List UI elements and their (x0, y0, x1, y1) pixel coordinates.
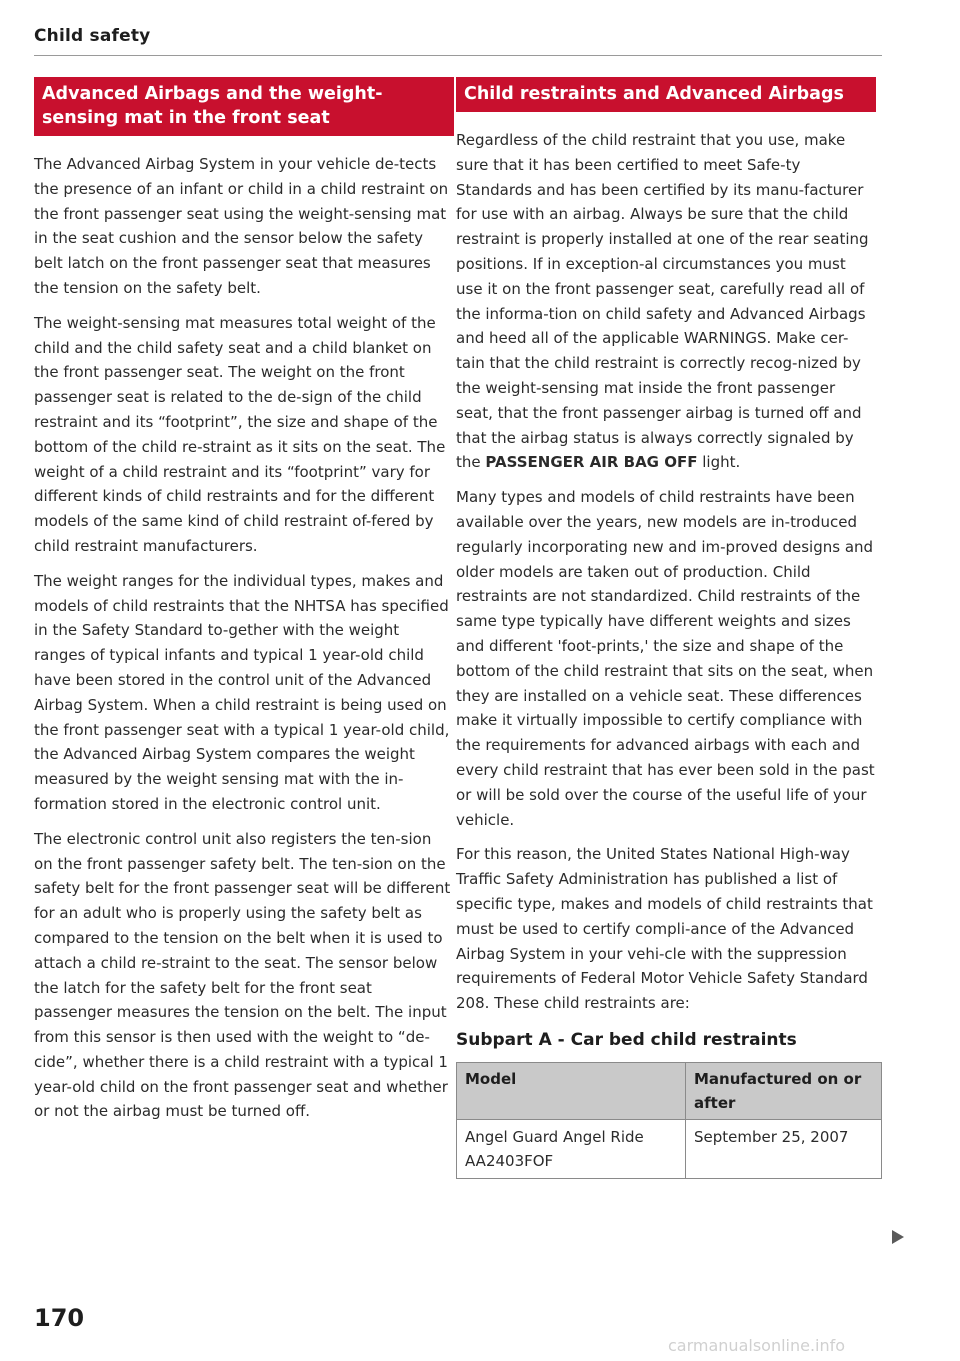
header-divider (34, 55, 882, 56)
watermark: carmanualsonline.info (668, 1336, 846, 1355)
continue-arrow-icon (892, 1230, 904, 1244)
paragraph-3: The weight ranges for the individual types, makes and models of child restraints that the NHTSA has specified in the Safety Standard to-gether with the weight ranges of typical infants and typical 1 year-old child have been stored in the control unit of the Advanced Airbag System. When a child restraint is being used on the front passenger seat with a typical 1 year-old child, the Advanced Airbag System compares the weight measured by the weight sensing mat with the in-formation stored in the electronic control unit. (34, 571, 450, 813)
paragraph-2: The weight-sensing mat measures total weight of the child and the child safety seat and a child blanket on the front passenger seat. The weight on the front passenger seat is related to the de-sign of the child restraint and its “footprint”, the size and shape of the bottom of the child re-straint as it sits on the seat. The weight of a child restraint and its “footprint” vary for different kinds of child restraints and for the different models of the same kind of child restraint of-fered by child restraint manufacturers. (34, 313, 446, 555)
paragraph-5 (456, 128, 876, 475)
paragraph-6: Many types and models of child restraints have been available over the years, new models are in-troduced regularly incorporating new and im-proved designs and older models are taken out of production. Child restraints are not standardized. Child restraints of the same type typically have different weights and sizes and different 'foot-prints,' the size and shape of the bottom of the child restraint that sits on the seat, when they are installed on a vehicle seat. These differences make it virtually impossible to certify compliance with the requirements for advanced airbags with each and every child restraint that has ever been sold in the past or will be sold over the course of the useful life of your vehicle. (456, 488, 875, 829)
passenger-airbag-off-label: PASSENGER AIR BAG OFF (485, 453, 698, 472)
left-column (34, 77, 454, 1134)
paragraph-7: For this reason, the United States National High-way Traffic Safety Administration has published a list of specific type, makes and models of child restraints that must be used to certify compli-ance of the Advanced Airbag System in your vehi-cle with the suppression requirements of Federal Motor Vehicle Safety Standard 208. These child restraints are: (456, 845, 873, 1013)
section-banner-weight-sensing-mat: Advanced Airbags and the weight-sensing mat in the front seat (34, 77, 454, 136)
section-title: Child safety (34, 26, 151, 46)
table-header-row (457, 1062, 882, 1119)
table-row (457, 1119, 882, 1178)
column-header-model: Model (457, 1062, 686, 1119)
section-banner-child-restraints: Child restraints and Advanced Airbags (456, 77, 876, 112)
paragraph-5-text: Regardless of the child restraint that you use, make sure that it has been certified to meet Safe-ty Standards and has been certified by its manu-facturer for use with an airbag. Always be sure that the child restraint is properly installed at one of the rear seating positions. If in exception-al circumstances you must use it on the front passenger seat, carefully read all of the informa-tion on child safety and Advanced Airbags and heed all of the applicable WARNINGS. Make cer-tain that the child restraint is correctly recog-nized by the weight-sensing mat inside the front passenger seat, that the front passenger airbag is turned off and that the airbag status is always correctly signaled by the (456, 131, 869, 472)
paragraph-1: The Advanced Airbag System in your vehicle de-tects the presence of an infant or child in a child restraint on the front passenger seat using the weight-sensing mat in the seat cushion and the sensor below the safety belt latch on the front passenger seat that measures the tension on the safety belt. (34, 155, 449, 297)
car-bed-restraints-table (456, 1062, 882, 1179)
column-header-manufactured: Manufactured on or after (686, 1062, 882, 1119)
cell-model: Angel Guard Angel Ride AA2403FOF (457, 1119, 686, 1178)
right-column (456, 77, 876, 1179)
page-number: 170 (34, 1304, 85, 1332)
cell-date: September 25, 2007 (686, 1119, 882, 1178)
subpart-a-heading: Subpart A - Car bed child restraints (456, 1029, 797, 1050)
paragraph-5-tail: light. (697, 453, 741, 472)
paragraph-4: The electronic control unit also registers the ten-sion on the front passenger safety belt. The ten-sion on the safety belt for the front passenger seat will be different for an adult who is properly using the safety belt as compared to the tension on the belt when it is used to attach a child re-straint to the seat. The sensor below the latch for the safety belt for the front seat passenger measures the tension on the belt. The input from this sensor is then used with the weight to “de-cide”, whether there is a child restraint with a typical 1 year-old child on the front passenger seat and whether or not the airbag must be turned off. (34, 829, 451, 1121)
